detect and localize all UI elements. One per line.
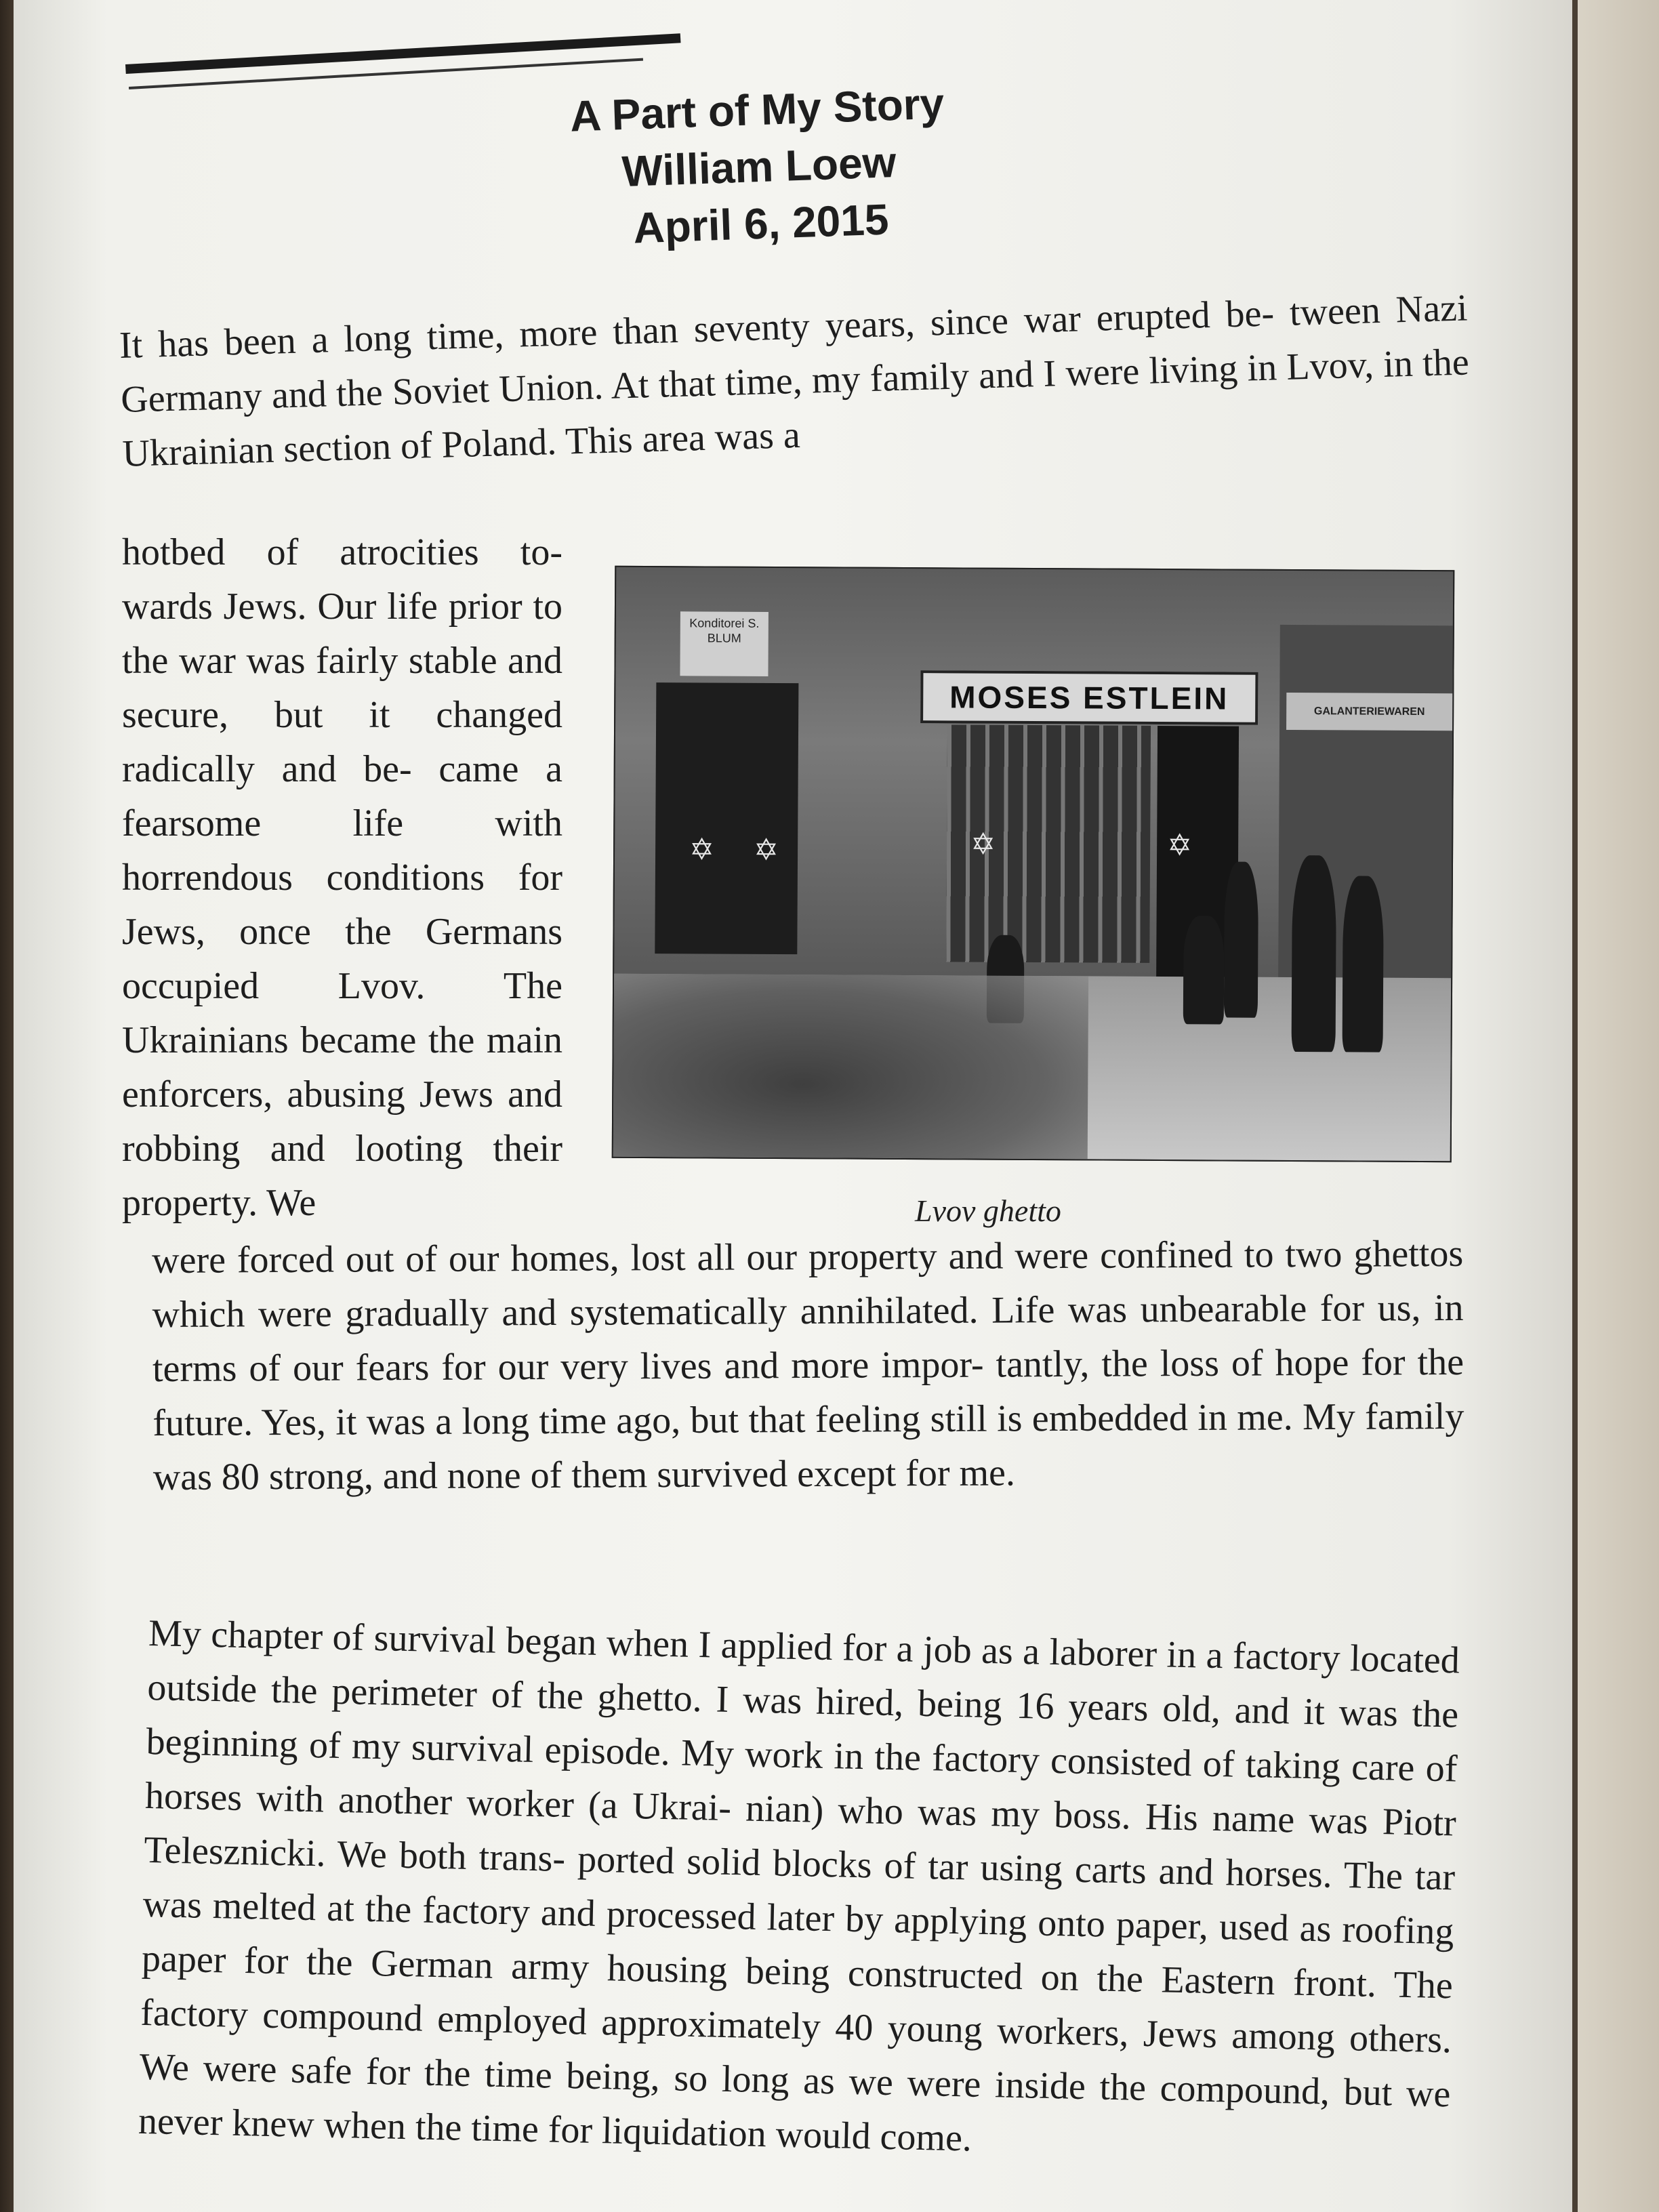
paragraph-1-top: It has been a long time, more than seventy years, since war erupted be- tween Nazi Germany and the Soviet Union. At that time, my family and I were living in Lvov, in the Ukrainian section of Poland. This area was a: [119, 287, 1470, 475]
lvov-ghetto-photo: [612, 566, 1455, 1162]
star-of-david-icon: ✡: [689, 833, 715, 867]
book-page: [14, 0, 1572, 2212]
star-of-david-icon: ✡: [753, 833, 779, 867]
photo-person: [1343, 876, 1384, 1052]
photo-person: [1183, 916, 1225, 1024]
photo-sign-right: GALANTERIEWAREN: [1286, 693, 1452, 731]
background-right: [1578, 0, 1659, 2212]
photo-sign-moses-estlein: MOSES ESTLEIN: [920, 670, 1258, 725]
star-of-david-icon: ✡: [1167, 829, 1193, 863]
photo-person: [1292, 855, 1337, 1052]
photo-sign-konditorei: Konditorei S. BLUM: [680, 611, 768, 676]
photo-door: [655, 682, 798, 954]
star-of-david-icon: ✡: [970, 827, 996, 861]
article-date: April 6, 2015: [632, 194, 890, 253]
article-title: A Part of My Story: [569, 79, 945, 141]
paragraph-1-continued: were forced out of our homes, lost all our property and were confined to two ghettos which were gradually and systematically annihilated. Life was unbearable for us, in terms of our fears for our very lives and more impor- tantly, the loss of hope for the future. Yes, it was a long time ago, but that feeling still is embedded in me. My family was 80 strong, and none of them survived except for me.: [152, 1232, 1465, 1499]
photo-blurred-car: [613, 974, 1088, 1160]
article-author: William Loew: [621, 137, 897, 197]
paragraph-2: My chapter of survival began when I applied for a job as a laborer in a factory located outside the perimeter of the ghetto. I was hired, being 16 years old, and it was the beginning of my survival episode. My work in the factory consisted of taking care of horses with another worker (a Ukrai- nian) who was my boss. His name was Piotr Telesznicki. We both trans- ported solid blocks of tar using carts and horses. The tar was melted at the factory and processed later by applying onto paper, used as roofing paper for the German army housing being constructed on the Eastern front. The factory compound employed approximately 40 young workers, Jews among others. We were safe for the time being, so long as we were inside the compound, but we never knew when the time for liquidation would come.: [138, 1612, 1460, 2160]
photo-person: [1224, 861, 1258, 1017]
header-rule-thick: [125, 33, 681, 74]
photo-caption: Lvov ghetto: [915, 1193, 1061, 1228]
article-header: [485, 72, 1033, 262]
paragraph-1-wrapped-column: hotbed of atrocities to- wards Jews. Our life prior to the war was fairly stable and secure, but it changed radically and be- came a fearsome life with horrendous conditions for Jews, once the Germans occupied Lvov. The Ukrainians became the main enforcers, abusing Jews and robbing and looting their property. We: [122, 531, 562, 1224]
